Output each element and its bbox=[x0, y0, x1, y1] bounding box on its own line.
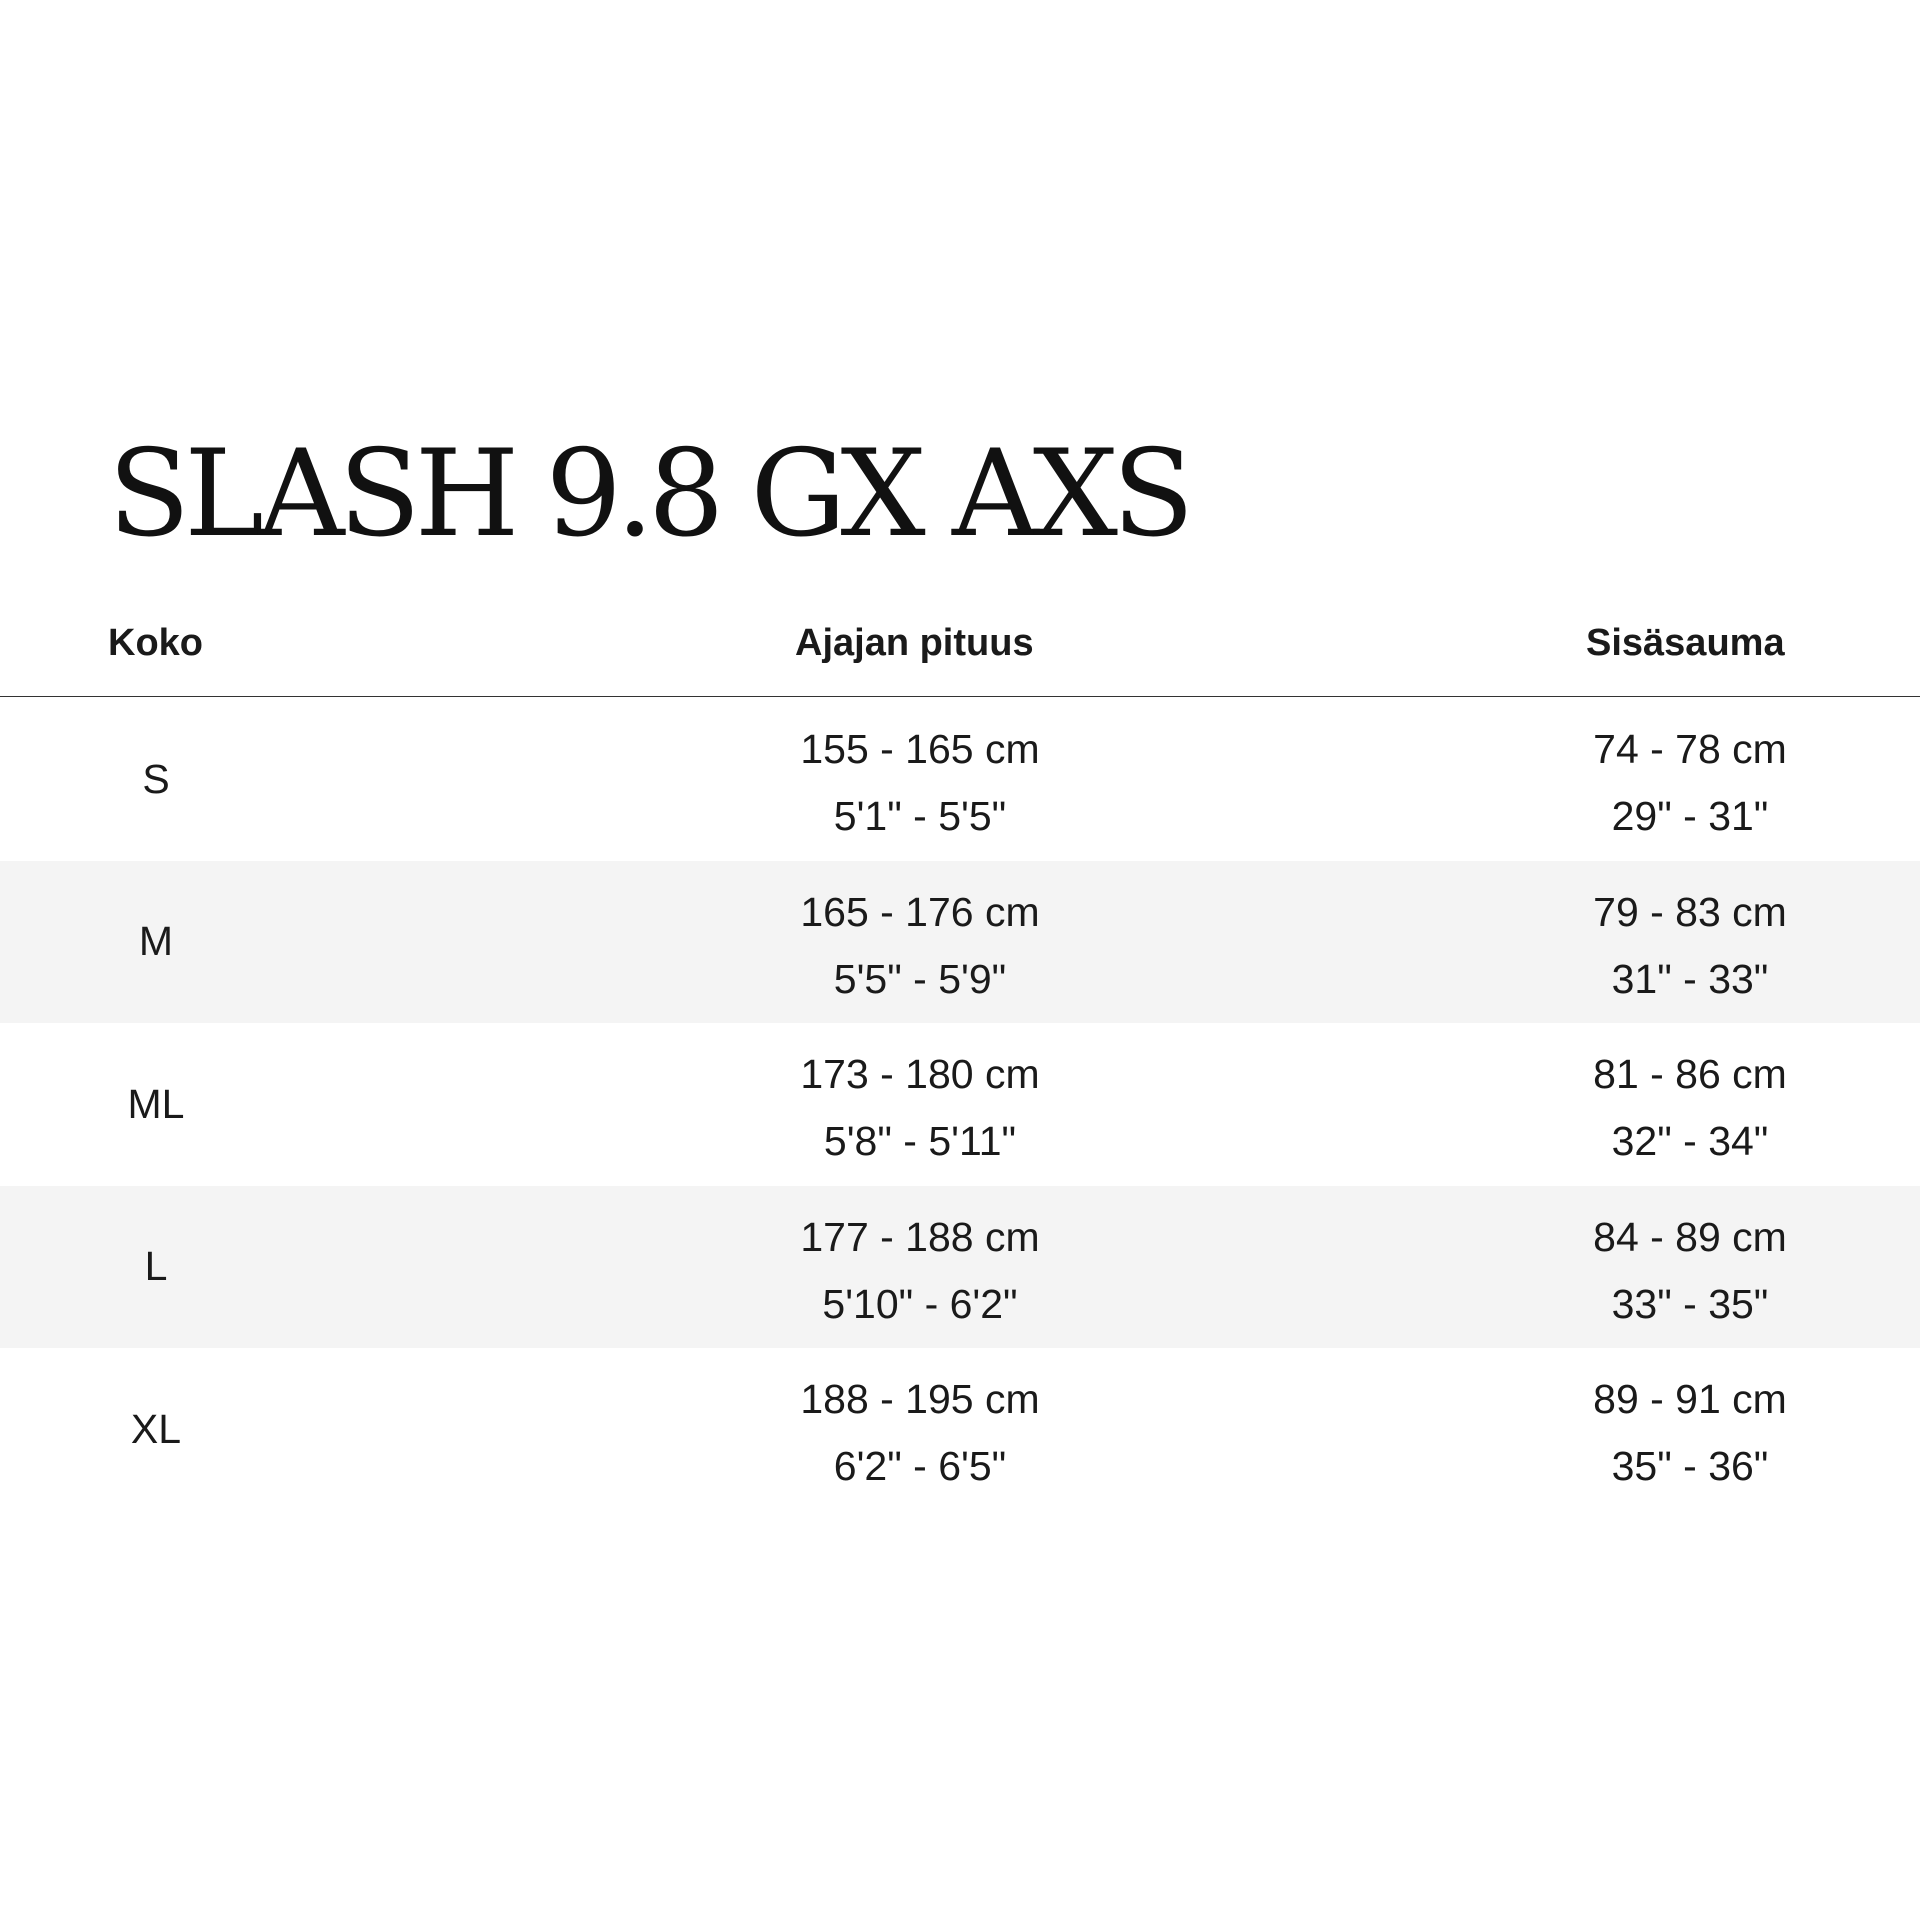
inseam-cell bbox=[1540, 1366, 1840, 1500]
inseam-cm: 89 - 91 cm bbox=[1593, 1376, 1787, 1422]
table-header bbox=[0, 610, 1920, 697]
inseam-cm: 81 - 86 cm bbox=[1593, 1051, 1787, 1097]
height-cm: 188 - 195 cm bbox=[800, 1376, 1040, 1422]
table-row bbox=[0, 1348, 1920, 1511]
rider-height-cell bbox=[770, 716, 1070, 850]
rider-height-cell bbox=[770, 1204, 1070, 1338]
height-cm: 155 - 165 cm bbox=[800, 726, 1040, 772]
height-ft: 5'1" - 5'5" bbox=[833, 793, 1007, 839]
size-cell: S bbox=[142, 755, 170, 802]
inseam-cm: 79 - 83 cm bbox=[1593, 888, 1787, 935]
size-cell: M bbox=[138, 918, 174, 965]
table-row bbox=[0, 1186, 1920, 1349]
table-row bbox=[0, 861, 1920, 1024]
height-cm: 173 - 180 cm bbox=[800, 1051, 1040, 1097]
rider-height-cell bbox=[770, 1366, 1070, 1500]
size-cell: L bbox=[144, 1243, 168, 1290]
height-ft: 5'8" - 5'11" bbox=[823, 1118, 1017, 1164]
table-body bbox=[0, 698, 1920, 1511]
size-cell: ML bbox=[127, 1080, 185, 1127]
inseam-cell bbox=[1540, 879, 1840, 1013]
height-ft: 5'10" - 6'2" bbox=[822, 1280, 1018, 1327]
header-rider-height: Ajajan pituus bbox=[795, 622, 1034, 664]
inseam-in: 35" - 36" bbox=[1611, 1443, 1769, 1489]
inseam-cell bbox=[1540, 1204, 1840, 1338]
inseam-cm: 84 - 89 cm bbox=[1593, 1213, 1787, 1260]
height-cm: 177 - 188 cm bbox=[800, 1213, 1040, 1260]
inseam-in: 29" - 31" bbox=[1611, 793, 1769, 839]
inseam-in: 32" - 34" bbox=[1611, 1118, 1769, 1164]
size-cell: XL bbox=[130, 1405, 182, 1452]
height-cm: 165 - 176 cm bbox=[800, 888, 1040, 935]
inseam-in: 31" - 33" bbox=[1611, 955, 1769, 1002]
inseam-cell bbox=[1540, 1041, 1840, 1175]
table-row bbox=[0, 698, 1920, 861]
table-row bbox=[0, 1023, 1920, 1186]
height-ft: 6'2" - 6'5" bbox=[833, 1443, 1007, 1489]
header-inseam: Sisäsauma bbox=[1586, 622, 1785, 664]
inseam-in: 33" - 35" bbox=[1611, 1280, 1769, 1327]
rider-height-cell bbox=[770, 1041, 1070, 1175]
height-ft: 5'5" - 5'9" bbox=[833, 955, 1007, 1002]
rider-height-cell bbox=[770, 879, 1070, 1013]
page-title: SLASH 9.8 GX AXS bbox=[108, 425, 1189, 564]
header-size: Koko bbox=[108, 622, 203, 664]
inseam-cell bbox=[1540, 716, 1840, 850]
inseam-cm: 74 - 78 cm bbox=[1593, 726, 1787, 772]
